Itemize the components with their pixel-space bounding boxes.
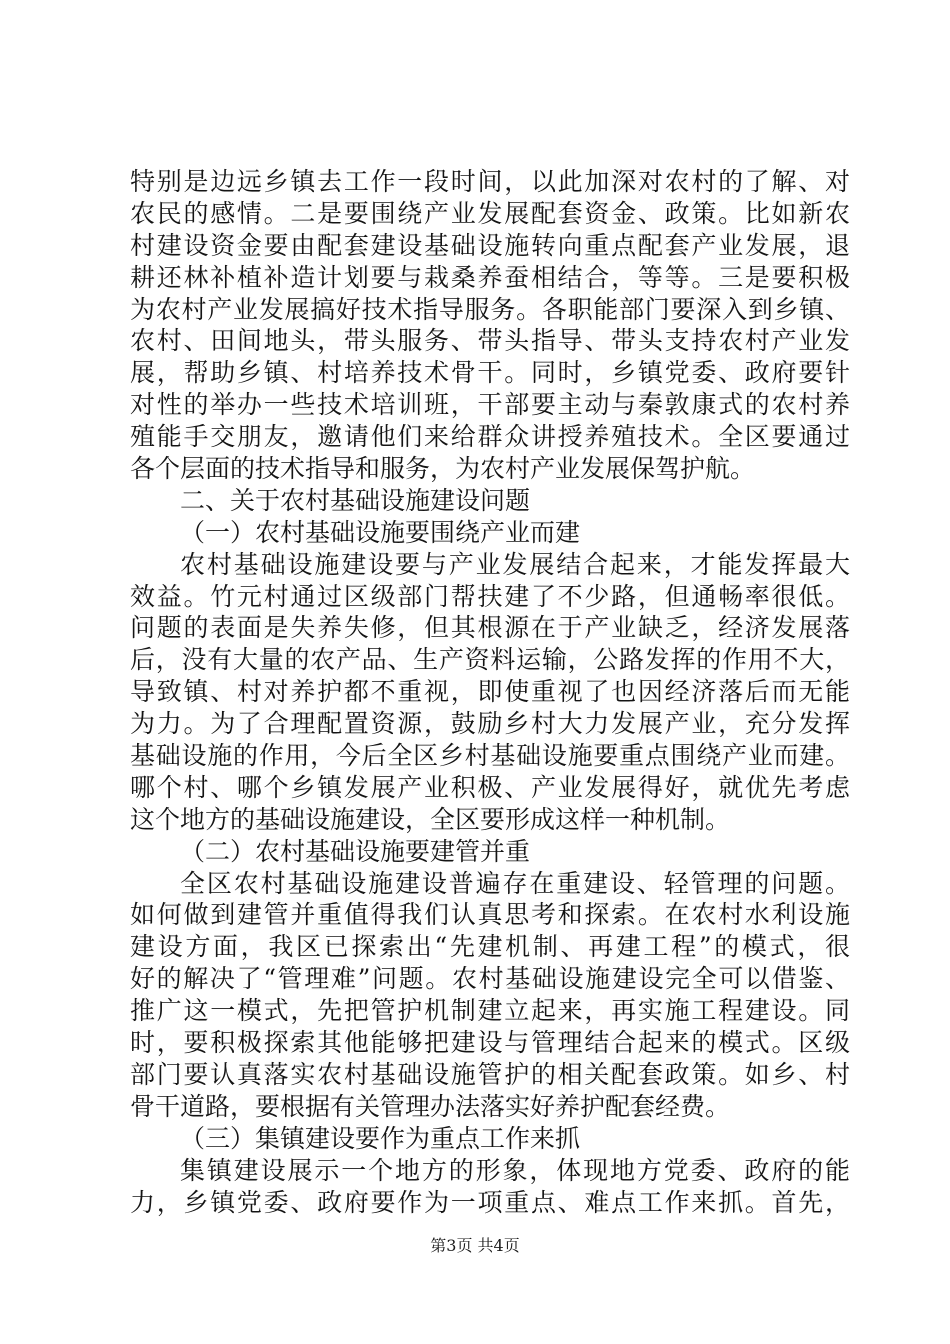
page-footer: 第3页 共4页: [430, 1236, 520, 1255]
text-line: 如何做到建管并重值得我们认真思考和探索。在农村水利设施: [130, 900, 850, 930]
section-heading: （一）农村基础设施要围绕产业而建: [180, 517, 581, 547]
section-heading: 二、关于农村基础设施建设问题: [180, 485, 531, 515]
text-line: 对性的举办一些技术培训班，干部要主动与秦敦康式的农村养: [130, 390, 850, 420]
text-line: 后，没有大量的农产品、生产资料运输，公路发挥的作用不大，: [130, 645, 850, 675]
text-line: 为农村产业发展搞好技术指导服务。各职能部门要深入到乡镇、: [130, 294, 850, 324]
text-line: 为力。为了合理配置资源，鼓励乡村大力发展产业，充分发挥: [130, 709, 850, 739]
text-line: 建设方面，我区已探索出“先建机制、再建工程”的模式，很: [130, 932, 850, 962]
text-line: 基础设施的作用，今后全区乡村基础设施要重点围绕产业而建。: [130, 741, 850, 771]
text-line: 导致镇、村对养护都不重视，即使重视了也因经济落后而无能: [130, 677, 850, 707]
text-line: 展，帮助乡镇、村培养技术骨干。同时，乡镇党委、政府要针: [130, 358, 850, 388]
text-line: 力，乡镇党委、政府要作为一项重点、难点工作来抓。首先，: [130, 1187, 850, 1217]
text-line: 好的解决了“管理难”问题。农村基础设施建设完全可以借鉴、: [130, 964, 850, 994]
text-line: 哪个村、哪个乡镇发展产业积极、产业发展得好，就优先考虑: [130, 772, 850, 802]
text-line: 部门要认真落实农村基础设施管护的相关配套政策。如乡、村: [130, 1059, 850, 1089]
text-line: 问题的表面是失养失修，但其根源在于产业缺乏，经济发展落: [130, 613, 850, 643]
text-line: 效益。竹元村通过区级部门帮扶建了不少路，但通畅率很低。: [130, 581, 850, 611]
text-line: 时，要积极探索其他能够把建设与管理结合起来的模式。区级: [130, 1028, 850, 1058]
text-line: 农村、田间地头，带头服务、带头指导、带头支持农村产业发: [130, 326, 850, 356]
text-line: 各个层面的技术指导和服务，为农村产业发展保驾护航。: [130, 454, 756, 484]
text-line: 耕还林补植补造计划要与栽桑养蚕相结合，等等。三是要积极: [130, 262, 850, 292]
section-heading: （三）集镇建设要作为重点工作来抓: [180, 1123, 581, 1153]
text-line: 特别是边远乡镇去工作一段时间，以此加深对农村的了解、对: [130, 167, 850, 196]
text-line: 殖能手交朋友，邀请他们来给群众讲授养殖技术。全区要通过: [130, 422, 850, 452]
section-heading: （二）农村基础设施要建管并重: [180, 836, 531, 866]
text-line: 骨干道路，要根据有关管理办法落实好养护配套经费。: [130, 1091, 731, 1121]
text-line: 村建设资金要由配套建设基础设施转向重点配套产业发展，退: [130, 230, 850, 260]
document-body: [130, 166, 850, 1218]
text-line: 这个地方的基础设施建设，全区要形成这样一种机制。: [130, 804, 731, 834]
text-line: 全区农村基础设施建设普遍存在重建设、轻管理的问题。: [180, 868, 850, 898]
text-line: 推广这一模式，先把管护机制建立起来，再实施工程建设。同: [130, 996, 850, 1026]
text-line: 农民的感情。二是要围绕产业发展配套资金、政策。比如新农: [130, 198, 850, 228]
text-line: 集镇建设展示一个地方的形象，体现地方党委、政府的能: [180, 1155, 850, 1185]
text-line: 农村基础设施建设要与产业发展结合起来，才能发挥最大: [180, 549, 850, 579]
